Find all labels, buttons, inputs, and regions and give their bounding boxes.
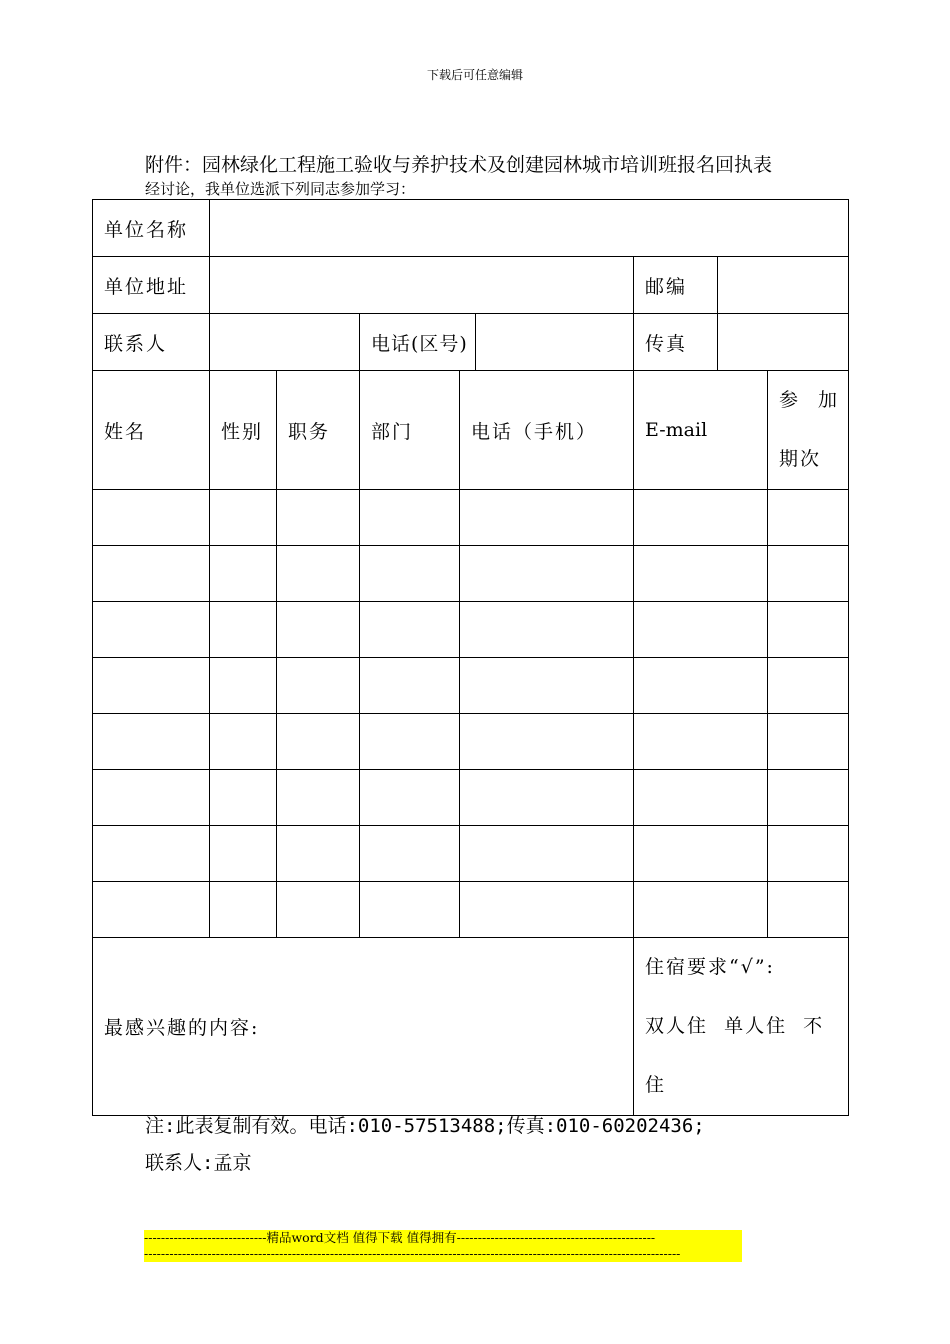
interest-lodging-row [93,938,849,1116]
mobile-cell[interactable] [460,826,634,882]
table-row [93,546,849,602]
name-cell[interactable] [93,714,210,770]
session-label-b: 加 [817,389,839,411]
column-department: 部门 [360,371,460,490]
session-cell[interactable] [768,882,849,938]
position-cell[interactable] [277,770,360,826]
column-session [768,371,849,490]
department-cell[interactable] [360,658,460,714]
department-cell[interactable] [360,770,460,826]
lodging-title: 住宿要求“√”: [645,956,775,978]
banner-line-2: ------------------------------------------------------------------------------------------------------------------------------- [144,1246,681,1261]
table-row [93,602,849,658]
name-cell[interactable] [93,490,210,546]
org-name-row [93,200,849,257]
department-cell[interactable] [360,546,460,602]
document-title: 附件：园林绿化工程施工验收与养护技术及创建园林城市培训班报名回执表 [145,154,773,176]
session-cell[interactable] [768,770,849,826]
gender-cell[interactable] [210,882,277,938]
banner-line-1: -----------------------------精品word文档 值得下载 值得拥有----------------------------------------------- [144,1230,656,1245]
department-cell[interactable] [360,882,460,938]
session-cell[interactable] [768,546,849,602]
position-cell[interactable] [277,490,360,546]
table-row [93,882,849,938]
session-cell[interactable] [768,490,849,546]
phone-field[interactable] [476,314,634,371]
email-cell[interactable] [634,490,768,546]
department-cell[interactable] [360,826,460,882]
email-cell[interactable] [634,826,768,882]
email-cell[interactable] [634,882,768,938]
position-cell[interactable] [277,714,360,770]
mobile-cell[interactable] [460,546,634,602]
table-row [93,490,849,546]
org-name-label: 单位名称 [93,200,210,257]
name-cell[interactable] [93,770,210,826]
column-gender: 性别 [210,371,277,490]
name-cell[interactable] [93,882,210,938]
gender-cell[interactable] [210,602,277,658]
gender-cell[interactable] [210,770,277,826]
postcode-field[interactable] [718,257,849,314]
position-cell[interactable] [277,658,360,714]
session-cell[interactable] [768,714,849,770]
email-cell[interactable] [634,546,768,602]
column-position: 职务 [277,371,360,490]
phone-label: 电话(区号) [360,314,476,371]
session-cell[interactable] [768,658,849,714]
registration-form-table [92,199,849,1116]
org-name-field[interactable] [210,200,849,257]
gender-cell[interactable] [210,546,277,602]
name-cell[interactable] [93,602,210,658]
column-email: E-mail [634,371,768,490]
org-address-row [93,257,849,314]
mobile-cell[interactable] [460,602,634,658]
fax-field[interactable] [718,314,849,371]
gender-cell[interactable] [210,658,277,714]
column-name: 姓名 [93,371,210,490]
contact-row [93,314,849,371]
gender-cell[interactable] [210,490,277,546]
email-cell[interactable] [634,770,768,826]
org-address-label: 单位地址 [93,257,210,314]
mobile-cell[interactable] [460,882,634,938]
lodging-options-end: 住 [645,1074,667,1096]
email-cell[interactable] [634,602,768,658]
name-cell[interactable] [93,658,210,714]
lodging-cell [634,938,849,1116]
session-cell[interactable] [768,602,849,658]
mobile-cell[interactable] [460,658,634,714]
department-cell[interactable] [360,490,460,546]
gender-cell[interactable] [210,826,277,882]
document-subtitle: 经讨论，我单位选派下列同志参加学习： [145,180,416,198]
position-cell[interactable] [277,882,360,938]
table-row [93,826,849,882]
session-cell[interactable] [768,826,849,882]
column-mobile: 电话（手机） [460,371,634,490]
table-row [93,658,849,714]
attendee-header-row [93,371,849,490]
footer-banner [144,1230,742,1262]
note-line-2: 联系人:孟京 [145,1152,252,1174]
contact-field[interactable] [210,314,360,371]
mobile-cell[interactable] [460,714,634,770]
note-line-1: 注:此表复制有效。电话:010-57513488;传真:010-60202436; [145,1115,705,1137]
session-label-line2: 期次 [779,448,822,470]
name-cell[interactable] [93,826,210,882]
gender-cell[interactable] [210,714,277,770]
name-cell[interactable] [93,546,210,602]
fax-label: 传真 [634,314,718,371]
department-cell[interactable] [360,602,460,658]
department-cell[interactable] [360,714,460,770]
postcode-label: 邮编 [634,257,718,314]
email-cell[interactable] [634,714,768,770]
position-cell[interactable] [277,826,360,882]
org-address-field[interactable] [210,257,634,314]
position-cell[interactable] [277,546,360,602]
interest-label: 最感兴趣的内容: [104,1017,260,1039]
table-row [93,714,849,770]
table-row [93,770,849,826]
contact-label: 联系人 [93,314,210,371]
email-cell[interactable] [634,658,768,714]
session-label-a: 参 [779,389,801,411]
page-header: 下载后可任意编辑 [426,68,523,82]
mobile-cell[interactable] [460,490,634,546]
mobile-cell[interactable] [460,770,634,826]
position-cell[interactable] [277,602,360,658]
session-label-line1 [779,371,839,430]
interest-cell[interactable] [93,938,634,1116]
lodging-options: 双人住 单人住 不 [645,1015,825,1037]
